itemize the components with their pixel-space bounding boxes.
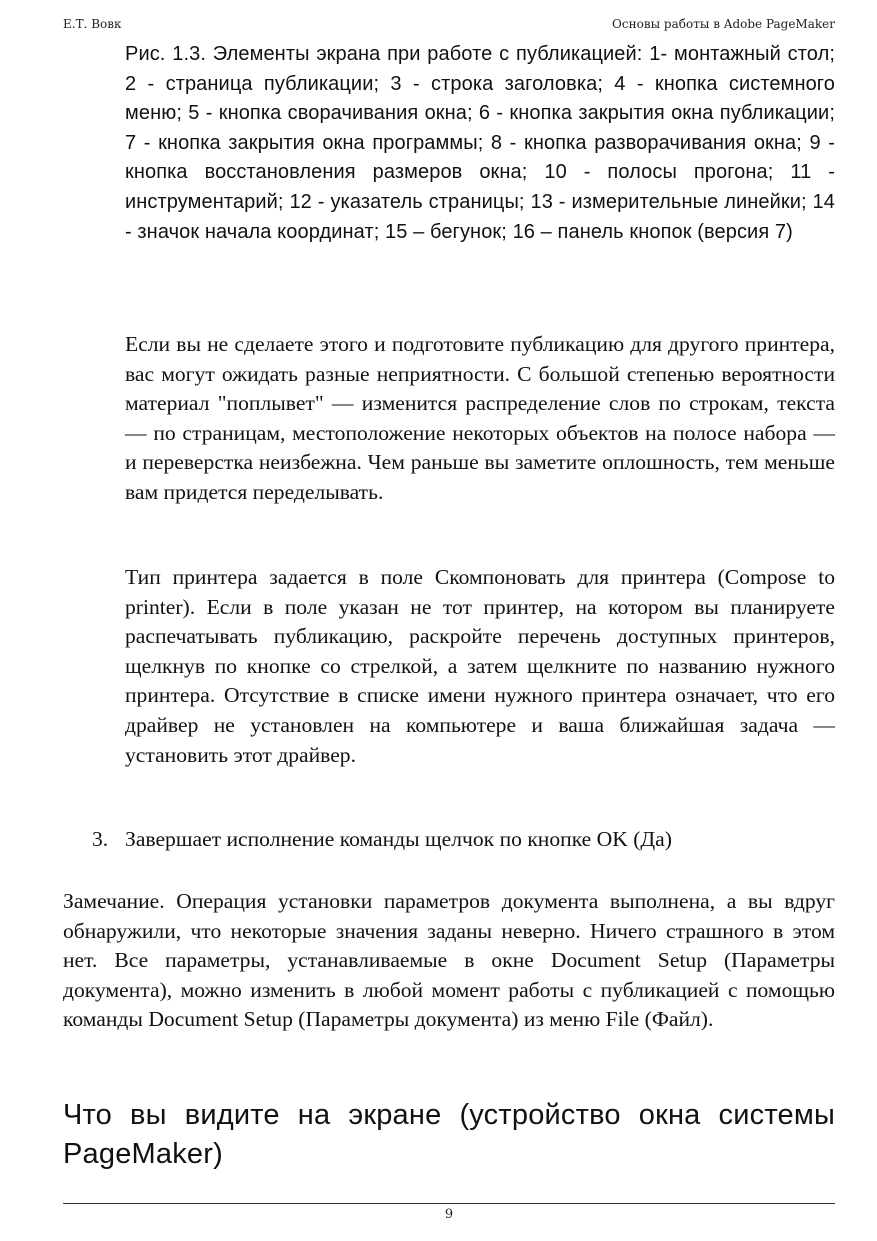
header-author: Е.Т. Вовк bbox=[63, 17, 122, 31]
header-title: Основы работы в Adobe PageMaker bbox=[612, 17, 835, 31]
paragraph-printer-type: Тип принтера задается в поле Скомпоновать для принтера (Compose to printer). Если в поле указан не тот принтер, на котором вы планируете распечатывать публикацию, раскройте перечень доступных принтеров, щелкнув по кнопке со стрелкой, а затем щелкните по названию нужного принтера. Отсутствие в списке имени нужного принтера означает, что его драйвер не установлен на компьютере и ваша ближайшая задача — установить этот драйвер. bbox=[125, 565, 835, 767]
list-item-number: 3. bbox=[92, 827, 109, 851]
list-item-text: Завершает исполнение команды щелчок по кнопке OK (Да) bbox=[125, 827, 672, 851]
page-number: 9 bbox=[444, 1207, 454, 1222]
figure-caption: Рис. 1.3. Элементы экрана при работе с публикацией: 1- монтажный стол; 2 - страница публикации; 3 - строка заголовка; 4 - кнопка системного меню; 5 - кнопка сворачивания окна; 6 - кнопка закрытия окна публикации; 7 - кнопка закрытия окна программы; 8 - кнопка разворачивания окна; 9 - кнопка восстановления размеров окна; 10 - полосы прогона; 11 - инструментарий; 12 - указатель страницы; 13 - измерительные линейки; 14 - значок начала координат; 15 – бегунок; 16 – панель кнопок (версия 7) bbox=[125, 43, 835, 243]
paragraph-printer-warning: Если вы не сделаете этого и подготовите публикацию для другого принтера, вас могут ожидать разные неприятности. С большой степенью вероятности материал "поплывет" — изменится распределение слов по строкам, текста — по страницам, местоположение некоторых объектов на полосе набора — и переверстка неизбежна. Чем раньше вы заметите оплошность, тем меньше вам придется переделывать. bbox=[125, 332, 835, 504]
list-item bbox=[92, 825, 835, 855]
footer-divider bbox=[63, 1203, 835, 1204]
note-paragraph: Замечание. Операция установки параметров документа выполнена, а вы вдруг обнаружили, что некоторые значения заданы неверно. Ничего страшного в этом нет. Все параметры, устанавливаемые в окне Document Setup (Параметры документа), можно изменить в любой момент работы с публикацией с помощью команды Document Setup (Параметры документа) из меню File (Файл). bbox=[63, 889, 835, 1032]
section-heading: Что вы видите на экране (устройство окна системы PageMaker) bbox=[63, 1099, 835, 1170]
